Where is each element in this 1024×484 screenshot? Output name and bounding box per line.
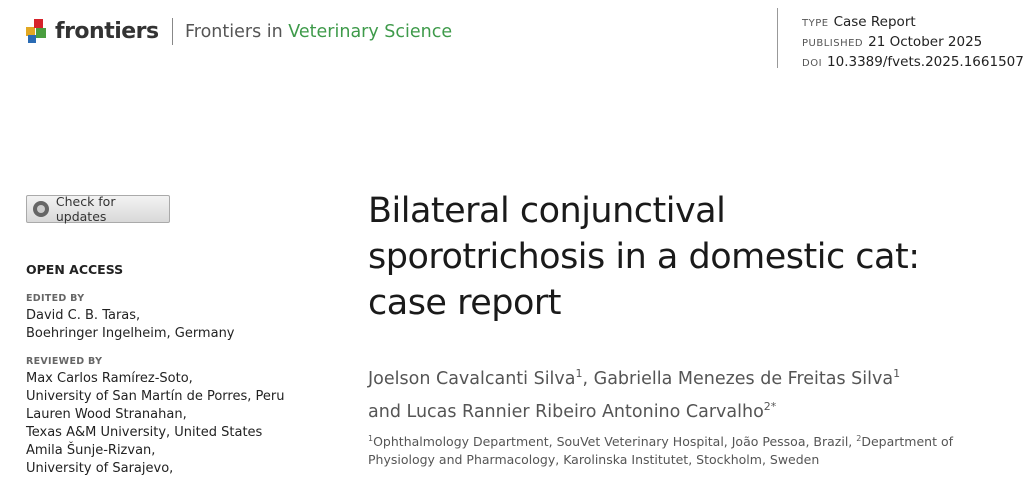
title-line: sporotrichosis in a domestic cat:	[368, 237, 920, 277]
header-divider	[172, 18, 173, 45]
frontiers-logo[interactable]	[26, 14, 159, 48]
article-title	[368, 188, 1008, 326]
meta-doi-value[interactable]: 10.3389/fvets.2025.1661507	[827, 54, 1024, 70]
journal-prefix: Frontiers in	[185, 22, 289, 42]
open-access-label: OPEN ACCESS	[26, 262, 124, 277]
meta-published-value: 21 October 2025	[868, 34, 983, 50]
reviewer-affiliation: University of San Martín de Porres, Peru	[26, 389, 285, 404]
journal-subject: Veterinary Science	[288, 22, 453, 42]
journal-name[interactable]	[185, 22, 452, 42]
reviewer-affiliation: University of Sarajevo,	[26, 461, 174, 476]
author-affiliation-marker: 2*	[763, 399, 777, 413]
author-name[interactable]: Lucas Rannier Ribeiro Antonino Carvalho	[406, 401, 764, 422]
meta-divider	[777, 8, 778, 68]
check-for-updates-button[interactable]	[26, 195, 170, 223]
affiliation-marker: 2	[856, 434, 862, 443]
affiliation-text: Department of Physiology and Pharmacology, Karolinska Institutet, Stockholm, Sweden	[368, 434, 954, 468]
edited-by-list	[26, 307, 235, 343]
meta-published	[802, 33, 1024, 53]
meta-doi-label: DOI	[802, 58, 823, 69]
author-name[interactable]: Gabriella Menezes de Freitas Silva	[593, 368, 894, 389]
reviewer-name: Lauren Wood Stranahan,	[26, 407, 187, 422]
affiliations	[368, 430, 1008, 469]
reviewed-by-list	[26, 370, 284, 478]
meta-doi	[802, 53, 1024, 73]
frontiers-logo-icon	[26, 19, 48, 43]
meta-type-value: Case Report	[833, 14, 916, 30]
reviewer-affiliation: Texas A&M University, United States	[26, 425, 263, 440]
author-conjunction: and	[368, 401, 407, 422]
title-line: case report	[368, 283, 561, 323]
meta-type-label: TYPE	[802, 18, 829, 29]
editor-affiliation: Boehringer Ingelheim, Germany	[26, 326, 235, 341]
editor-name: David C. B. Taras,	[26, 308, 141, 323]
check-for-updates-label: Check for updates	[55, 194, 116, 224]
author-affiliation-marker: 1	[893, 367, 901, 380]
affiliation-text: Ophthalmology Department, SouVet Veterinary Hospital, João Pessoa, Brazil,	[373, 434, 857, 450]
crossmark-icon	[33, 201, 49, 217]
author-affiliation-marker: 1	[575, 367, 583, 380]
reviewed-by-heading: REVIEWED BY	[26, 356, 103, 367]
meta-published-label: PUBLISHED	[802, 38, 864, 49]
article-meta	[802, 13, 1024, 73]
author-name[interactable]: Joelson Cavalcanti Silva	[368, 368, 576, 389]
edited-by-heading: EDITED BY	[26, 293, 85, 304]
reviewer-name: Amila Šunje-Rizvan,	[26, 443, 156, 458]
author-list: Joelson Cavalcanti Silva$^1$, Gabriella Menezes de Freitas Silva$^1$ and Lucas Rannier Ribeiro Antonino Carvalho$^{2*}$	[368, 367, 901, 422]
meta-type	[802, 13, 1024, 33]
logo-wordmark: frontiers	[55, 18, 159, 44]
affiliation-marker: 1	[368, 434, 374, 443]
title-line: Bilateral conjunctival	[368, 191, 726, 231]
reviewer-name: Max Carlos Ramírez-Soto,	[26, 371, 193, 386]
